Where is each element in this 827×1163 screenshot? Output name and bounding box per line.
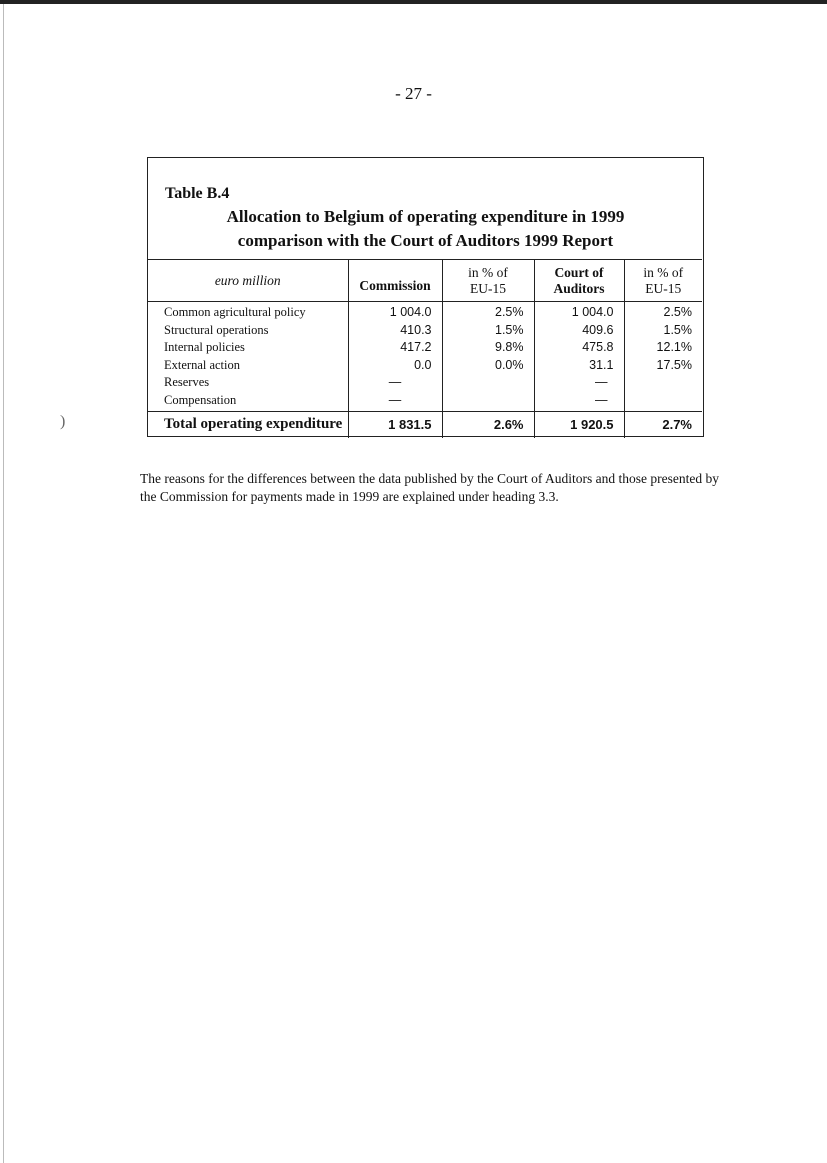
table-header-row [148, 260, 702, 302]
row-label: Common agricultural policy [164, 305, 306, 319]
row-court: 475.8 [534, 339, 624, 357]
row-court-pct [624, 374, 702, 392]
header-court-pct [624, 260, 702, 302]
row-court-pct: 12.1% [624, 339, 702, 357]
row-commission-pct: 2.5% [442, 302, 534, 322]
row-court-pct: 1.5% [624, 322, 702, 340]
explanatory-note: The reasons for the differences between the data published by the Court of Auditors and those presented by the Commission for payments made in 1999 are explained under heading 3.3. [140, 471, 719, 504]
total-label: Total operating expenditure [148, 412, 348, 438]
table-total-row [148, 412, 702, 438]
row-court-pct: 17.5% [624, 357, 702, 375]
row-commission: 0.0 [348, 357, 442, 375]
margin-paren: ) [60, 413, 66, 430]
header-commission-pct-line2: EU-15 [470, 280, 506, 296]
table-row [148, 392, 702, 412]
row-commission-pct [442, 392, 534, 412]
table-b4-box [147, 157, 704, 437]
header-commission-pct [442, 260, 534, 302]
row-commission-pct [442, 374, 534, 392]
table-row [148, 339, 702, 357]
row-court-pct: 2.5% [624, 302, 702, 322]
total-court-pct: 2.7% [624, 412, 702, 438]
table-title-line2: comparison with the Court of Auditors 1999 Report [237, 231, 614, 250]
table-caption [148, 158, 703, 259]
row-commission: 410.3 [348, 322, 442, 340]
row-court: 31.1 [534, 357, 624, 375]
total-court: 1 920.5 [534, 412, 624, 438]
header-commission-pct-line1: in % of [468, 264, 508, 280]
header-court-pct-line2: EU-15 [645, 280, 682, 296]
row-label: Internal policies [164, 340, 245, 354]
left-margin-rule [3, 4, 4, 1163]
row-label: Compensation [164, 392, 237, 407]
row-commission: — [348, 392, 442, 412]
row-commission-pct: 0.0% [442, 357, 534, 375]
row-commission: — [348, 374, 442, 392]
row-commission-pct: 9.8% [442, 339, 534, 357]
total-commission-pct: 2.6% [442, 412, 534, 438]
header-unit: euro million [148, 260, 348, 302]
expenditure-table [148, 259, 702, 438]
row-label: External action [164, 357, 241, 372]
table-label: Table B.4 [165, 185, 230, 202]
table-row [148, 302, 702, 322]
row-label: Reserves [164, 375, 210, 389]
header-commission: Commission [348, 260, 442, 302]
row-commission-pct: 1.5% [442, 322, 534, 340]
top-rule [0, 0, 827, 4]
table-row [148, 374, 702, 392]
row-court-pct [624, 392, 702, 412]
row-court: — [534, 392, 624, 412]
table-row [148, 322, 702, 340]
row-commission: 1 004.0 [348, 302, 442, 322]
header-court [534, 260, 624, 302]
table-title-line1: Allocation to Belgium of operating expenditure in 1999 [226, 207, 625, 226]
table-row [148, 357, 702, 375]
row-court: 409.6 [534, 322, 624, 340]
page-number: - 27 - [395, 84, 432, 103]
row-commission: 417.2 [348, 339, 442, 357]
header-court-line1: Court of [554, 264, 604, 280]
row-court: 1 004.0 [534, 302, 624, 322]
row-label: Structural operations [164, 322, 269, 337]
header-court-line2: Auditors [553, 280, 605, 296]
header-court-pct-line1: in % of [643, 264, 684, 280]
row-court: — [534, 374, 624, 392]
total-commission: 1 831.5 [348, 412, 442, 438]
